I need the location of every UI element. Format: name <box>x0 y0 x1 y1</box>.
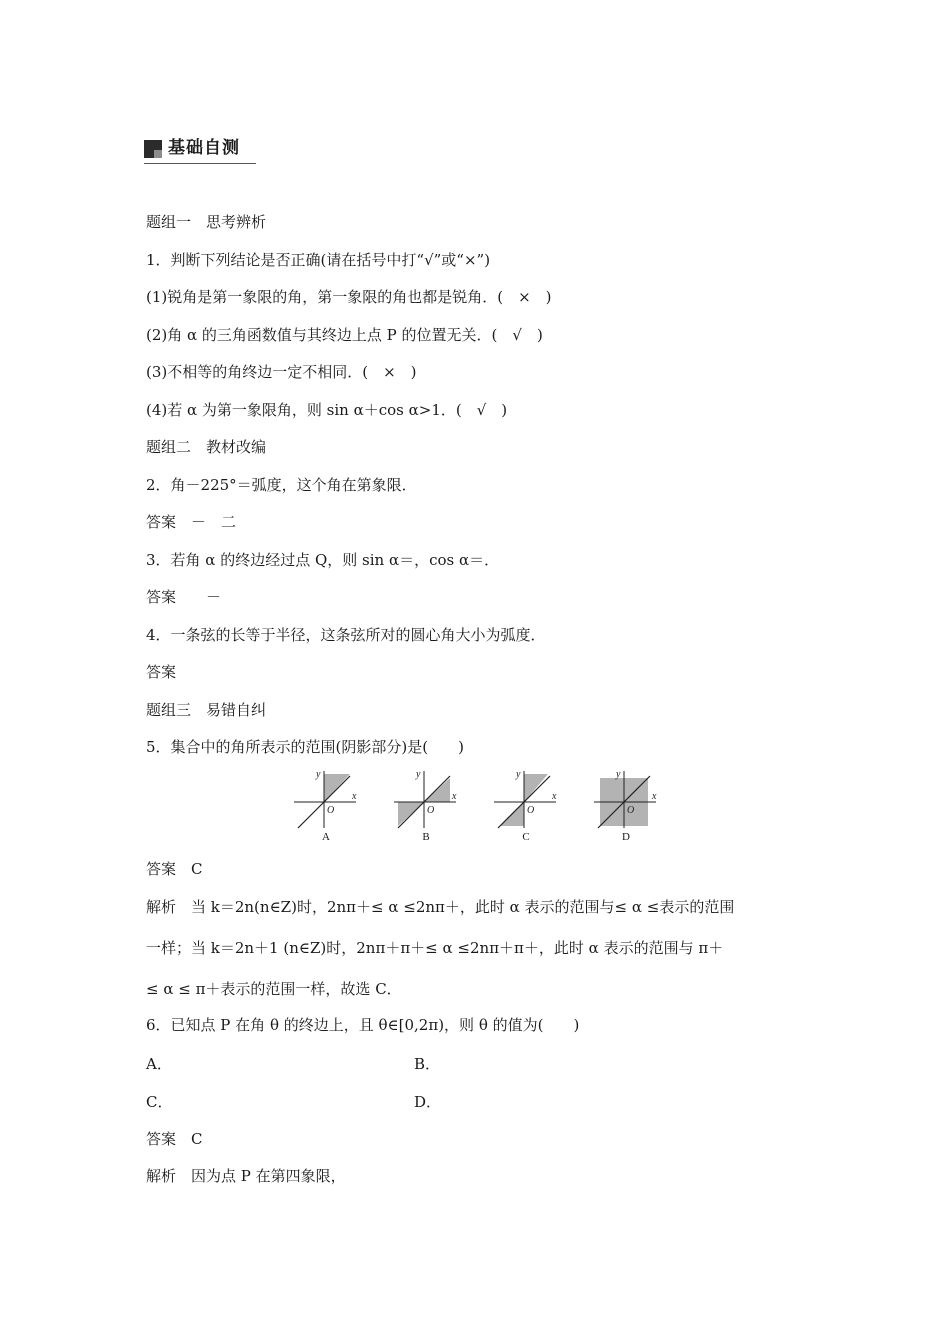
section-underline <box>144 163 256 164</box>
solution-5-line-1: 解析 当 k＝2n(n∈Z)时，2nπ＋≤ α ≤2nπ＋，此时 α 表示的范围与≤ α ≤表示的范围 <box>146 898 735 916</box>
origin-label: O <box>427 805 435 816</box>
answer-2: 答案 － 二 <box>146 513 237 531</box>
option-letter: B <box>422 831 430 843</box>
answer-4: 答案 <box>146 663 177 681</box>
group-two-heading: 题组二 教材改编 <box>146 438 267 456</box>
question-1-item-4: (4)若 α 为第一象限角，则 sin α＋cos α>1．( √ ) <box>146 401 508 419</box>
answer-5: 答案 C <box>146 860 203 878</box>
answer-6: 答案 C <box>146 1130 203 1148</box>
figure-option-b <box>390 768 462 843</box>
origin-label: O <box>327 805 335 816</box>
question-4: 4．一条弦的长等于半径，这条弦所对的圆心角大小为弧度． <box>146 626 546 644</box>
question-1: 1．判断下列结论是否正确(请在括号中打“√”或“×”) <box>146 251 491 269</box>
x-label: x <box>652 791 657 802</box>
option-6-d: D． <box>414 1093 442 1111</box>
x-label: x <box>352 791 357 802</box>
coordinate-plane <box>590 768 662 830</box>
origin-label: O <box>527 805 535 816</box>
origin-label: O <box>627 805 635 816</box>
question-3: 3．若角 α 的终边经过点 Q，则 sin α＝，cos α＝． <box>146 551 500 569</box>
section-mark-icon <box>144 140 162 158</box>
y-label: y <box>616 769 621 780</box>
question-6: 6．已知点 P 在角 θ 的终边上，且 θ∈[0,2π)，则 θ 的值为( ) <box>146 1016 580 1034</box>
solution-5-line-2: 一样；当 k＝2n＋1 (n∈Z)时，2nπ＋π＋≤ α ≤2nπ＋π＋，此时 α 表示的范围与 π＋ <box>146 939 724 957</box>
x-label: x <box>452 791 457 802</box>
figure-option-d <box>590 768 662 843</box>
solution-6-line-1: 解析 因为点 P 在第四象限， <box>146 1167 346 1185</box>
y-label: y <box>516 769 521 780</box>
group-three-heading: 题组三 易错自纠 <box>146 701 267 719</box>
option-letter: A <box>322 831 330 843</box>
option-6-b: B． <box>414 1055 441 1073</box>
question-1-item-1: (1)锐角是第一象限的角，第一象限的角也都是锐角．( × ) <box>146 288 552 306</box>
option-6-a: A． <box>146 1055 172 1073</box>
solution-5-line-3: ≤ α ≤ π＋表示的范围一样，故选 C． <box>146 980 402 998</box>
figure-option-c <box>490 768 562 843</box>
option-letter: D <box>622 831 630 843</box>
option-6-c: C． <box>146 1093 173 1111</box>
option-letter: C <box>522 831 530 843</box>
coordinate-plane <box>490 768 562 830</box>
question-1-item-2: (2)角 α 的三角函数值与其终边上点 P 的位置无关．( √ ) <box>146 326 543 344</box>
question-1-item-3: (3)不相等的角终边一定不相同．( × ) <box>146 363 417 381</box>
question-2: 2．角－225°＝弧度，这个角在第象限． <box>146 476 417 494</box>
group-one-heading: 题组一 思考辨析 <box>146 213 267 231</box>
figure-option-a <box>290 768 362 843</box>
answer-3: 答案 － <box>146 588 222 606</box>
x-label: x <box>552 791 557 802</box>
coordinate-plane <box>290 768 362 830</box>
section-title: 基础自测 <box>168 138 240 158</box>
y-label: y <box>416 769 421 780</box>
coordinate-plane <box>390 768 462 830</box>
section-header <box>144 136 256 164</box>
y-label: y <box>316 769 321 780</box>
question-5: 5．集合中的角所表示的范围(阴影部分)是( ) <box>146 738 464 756</box>
